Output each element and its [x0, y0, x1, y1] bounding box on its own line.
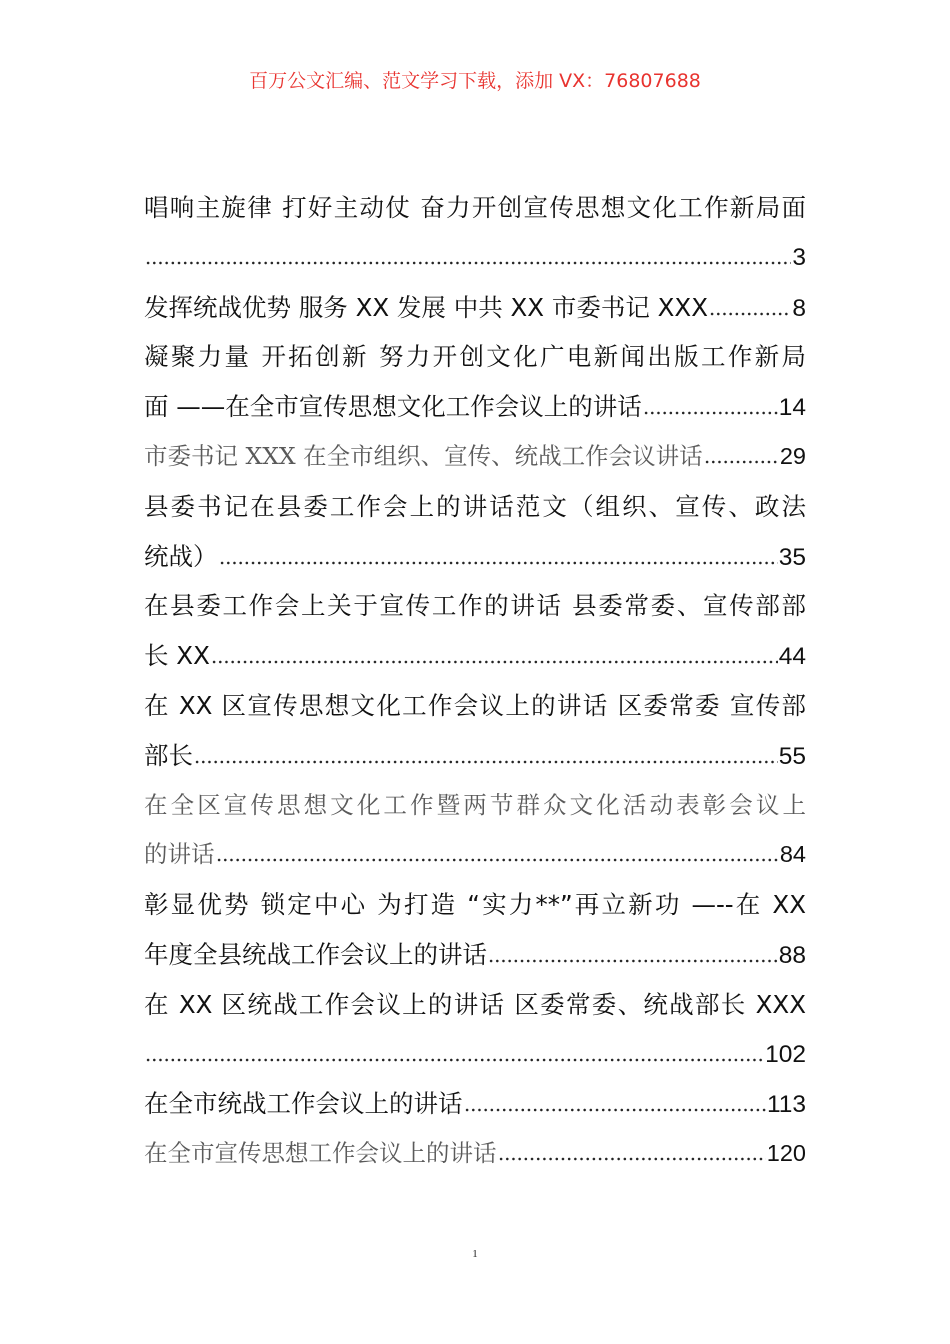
page-number: 1 [472, 1248, 478, 1260]
toc-entry-title: 面 ——在全市宣传思想文化工作会议上的讲话 [144, 392, 642, 422]
toc-line [144, 631, 806, 681]
dot-leader [211, 654, 778, 664]
toc-page-number: 44 [778, 643, 806, 671]
toc-line [144, 830, 806, 880]
dot-leader [498, 1151, 766, 1161]
dot-leader [643, 405, 778, 415]
toc-entry[interactable] [144, 183, 806, 283]
toc-page-number: 88 [778, 941, 806, 969]
dot-leader [145, 1052, 764, 1062]
toc-entry-title: 县委书记在县委工作会上的讲话范文（组织、宣传、政法 [144, 491, 806, 521]
dot-leader [194, 754, 778, 764]
watermark-header: 百万公文汇编、范文学习下载，添加 VX：76807688 [249, 70, 701, 92]
toc-entry[interactable] [144, 581, 806, 681]
toc-line [144, 681, 806, 731]
toc-entry-title: 发挥统战优势 服务 XX 发展 中共 XX 市委书记 XXX [144, 292, 709, 322]
toc-entry-title: 长 XX [144, 641, 210, 671]
toc-page-number: 3 [792, 243, 806, 271]
toc-line [144, 233, 806, 283]
toc-entry-title: 在县委工作会上关于宣传工作的讲话 县委常委、宣传部部 [144, 591, 806, 621]
toc-line [144, 731, 806, 781]
toc-entry[interactable] [144, 1129, 806, 1179]
toc-entry-title: 在全区宣传思想文化工作暨两节群众文化活动表彰会议上 [144, 790, 806, 819]
toc-page-number: 14 [778, 394, 806, 422]
toc-line [144, 283, 806, 333]
toc-line [144, 1129, 806, 1179]
toc-entry-title: 市委书记 XXX 在全市组织、宣传、统战工作会议讲话 [144, 441, 703, 470]
toc-entry[interactable] [144, 283, 806, 333]
toc-entry-title: 在 XX 区宣传思想文化工作会议上的讲话 区委常委 宣传部 [144, 690, 806, 720]
toc-entry-title: 的讲话 [144, 840, 215, 869]
toc-line [144, 183, 806, 233]
toc-line [144, 332, 806, 382]
dot-leader [709, 306, 791, 316]
dot-leader [488, 953, 778, 963]
toc-entry-title: 唱响主旋律 打好主动仗 奋力开创宣传思想文化工作新局面 [144, 193, 806, 222]
toc-entry-title: 统战） [144, 541, 218, 571]
toc-entry-title: 在全市宣传思想工作会议上的讲话 [144, 1139, 497, 1168]
toc-line [144, 581, 806, 631]
toc-line [144, 532, 806, 582]
toc-entry[interactable] [144, 781, 806, 881]
toc-entry-title: 彰显优势 锁定中心 为打造 “实力**”再立新功 —--在 XX [144, 890, 806, 920]
toc-entry[interactable] [144, 1079, 806, 1129]
toc-entry[interactable] [144, 482, 806, 582]
toc-line [144, 432, 806, 482]
dot-leader [145, 255, 791, 265]
toc-line [144, 781, 806, 831]
toc-page-number: 29 [779, 442, 806, 469]
toc-entry[interactable] [144, 880, 806, 980]
toc-entry-title: 年度全县统战工作会议上的讲话 [144, 939, 487, 969]
toc-page-number: 84 [779, 841, 806, 868]
toc-entry-title: 部长 [144, 740, 193, 770]
toc-entry[interactable] [144, 980, 806, 1080]
toc-entry[interactable] [144, 332, 806, 432]
toc-page-number: 35 [778, 543, 806, 571]
toc-page-number: 8 [792, 294, 806, 322]
toc-entry[interactable] [144, 681, 806, 781]
dot-leader [219, 555, 778, 565]
toc-line [144, 482, 806, 532]
toc-page-number: 102 [765, 1040, 806, 1068]
toc-line [144, 930, 806, 980]
toc-entry[interactable] [144, 432, 806, 482]
toc-line [144, 980, 806, 1030]
toc-page-number: 120 [766, 1140, 806, 1167]
table-of-contents [144, 183, 806, 1179]
toc-entry-title: 在全市统战工作会议上的讲话 [144, 1089, 463, 1119]
dot-leader [216, 852, 779, 862]
dot-leader [464, 1102, 766, 1112]
toc-line [144, 1079, 806, 1129]
toc-page-number: 55 [778, 742, 806, 770]
toc-entry-title: 在 XX 区统战工作会议上的讲话 区委常委、统战部长 XXX [144, 989, 806, 1019]
toc-line [144, 1030, 806, 1080]
toc-line [144, 880, 806, 930]
toc-page-number: 113 [766, 1091, 806, 1119]
dot-leader [704, 454, 779, 464]
toc-line [144, 382, 806, 432]
toc-entry-title: 凝聚力量 开拓创新 努力开创文化广电新闻出版工作新局 [144, 342, 806, 372]
